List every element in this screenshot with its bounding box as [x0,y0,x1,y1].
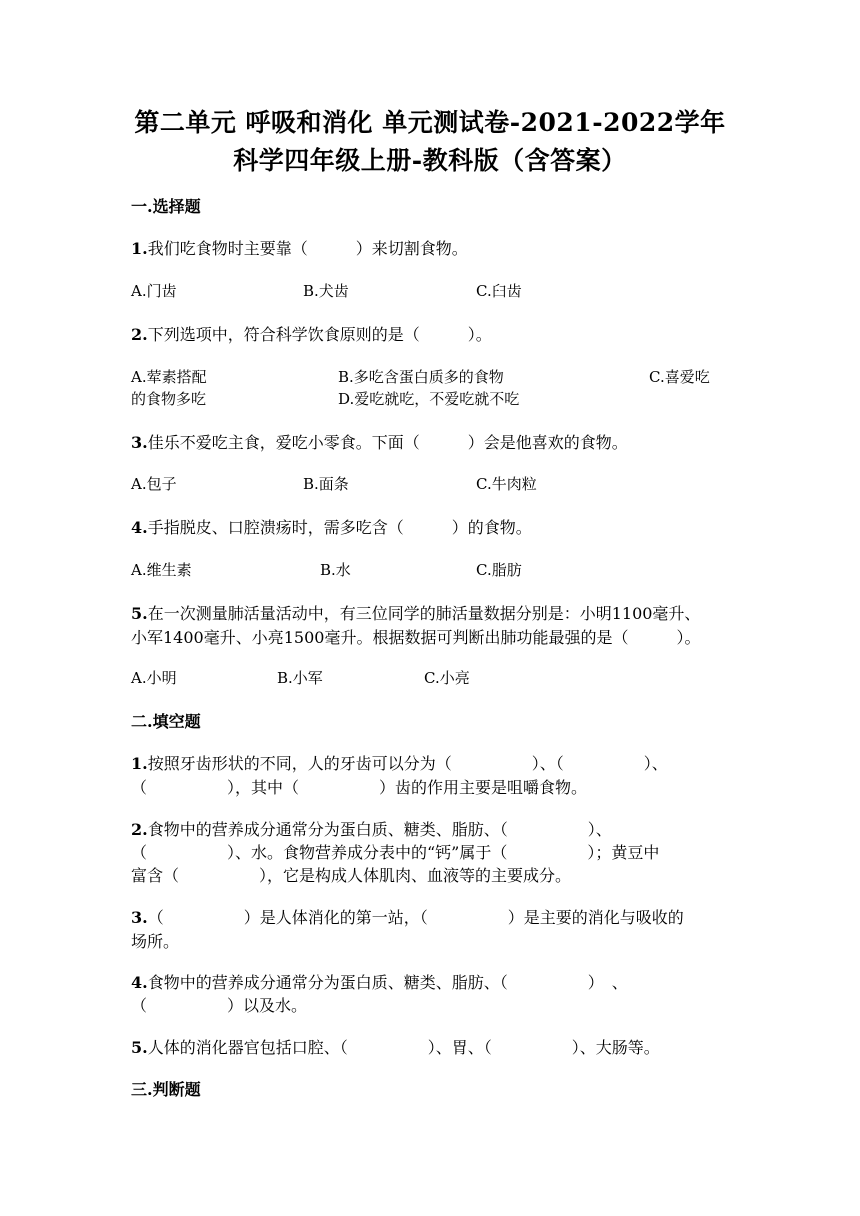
question-text-line-1: （ ）是人体消化的第一站，（ ）是主要的消化与吸收的 [147,908,684,927]
fill-question-1-line-2: （ ），其中（ ）齿的作用主要是咀嚼食物。 [131,778,588,797]
choice-q1-option-c: C.臼齿 [476,282,522,300]
choice-q1-option-b: B.犬齿 [303,282,349,300]
choice-q4-option-c: C.脂肪 [476,561,522,579]
choice-q3-option-b: B.面条 [303,475,349,493]
question-number: 4. [131,973,148,992]
choice-q2-option-a: A.荤素搭配 [131,368,207,386]
choice-q2-option-d: D.爱吃就吃，不爱吃就不吃 [338,390,520,408]
choice-question-5 [131,601,700,624]
question-text: 佳乐不爱吃主食，爱吃小零食。下面（ ）会是他喜欢的食物。 [147,433,628,452]
question-number: 2. [131,820,148,839]
question-number: 4. [131,518,148,537]
choice-question-5-line-2: 小军1400毫升、小亮1500毫升。根据数据可判断出肺功能最强的是（ ）。 [131,628,701,647]
question-number: 5. [131,1038,148,1057]
section-heading-fill: 二.填空题 [131,712,201,731]
choice-q3-option-a: A.包子 [131,475,177,493]
choice-q2-option-c: C.喜爱吃 [649,368,710,386]
choice-q4-option-b: B.水 [320,561,351,579]
fill-question-5 [131,1035,660,1058]
choice-question-3 [131,430,628,453]
choice-q1-option-a: A.门齿 [131,282,177,300]
fill-question-4 [131,970,628,993]
question-text: 下列选项中，符合科学饮食原则的是（ ）。 [147,325,492,344]
choice-q2-option-c-continued: 的食物多吃 [131,390,207,408]
fill-question-3 [131,905,684,928]
question-number: 3. [131,908,148,927]
question-text: 我们吃食物时主要靠（ ）来切割食物。 [147,239,468,258]
question-number: 1. [131,754,148,773]
fill-question-2-line-2: （ ）、水。食物营养成分表中的“钙”属于（ ）；黄豆中 [131,843,660,862]
question-number: 1. [131,239,148,258]
choice-question-2 [131,322,492,345]
choice-question-4 [131,515,532,538]
choice-question-1 [131,236,468,259]
question-text-line-1: 食物中的营养成分通常分为蛋白质、糖类、脂肪、（ ）、 [147,820,612,839]
fill-question-3-line-2: 场所。 [131,932,180,951]
question-text: 手指脱皮、口腔溃疡时，需多吃含（ ）的食物。 [147,518,532,537]
question-text-line-1: 在一次测量肺活量活动中，有三位同学的肺活量数据分别是：小明1100毫升、 [147,604,701,623]
fill-question-2-line-3: 富含（ ），它是构成人体肌肉、血液等的主要成分。 [131,866,572,885]
choice-q3-option-c: C.牛肉粒 [476,475,537,493]
document-title-line-2: 科学四年级上册-教科版（含答案） [233,146,627,175]
section-heading-choice: 一.选择题 [131,197,201,216]
fill-question-2 [131,817,612,840]
fill-question-4-line-2: （ ）以及水。 [131,996,308,1015]
question-number: 2. [131,325,148,344]
question-text-line-1: 食物中的营养成分通常分为蛋白质、糖类、脂肪、（ ） 、 [147,973,628,992]
choice-q5-option-c: C.小亮 [424,669,470,687]
section-heading-judge: 三.判断题 [131,1080,201,1099]
document-title-line-1: 第二单元 呼吸和消化 单元测试卷-2021-2022学年 [134,108,726,137]
choice-q5-option-a: A.小明 [131,669,177,687]
question-text: 人体的消化器官包括口腔、（ ）、胃、（ ）、大肠等。 [147,1038,660,1057]
question-text-line-1: 按照牙齿形状的不同，人的牙齿可以分为（ ）、（ ）、 [147,754,668,773]
question-number: 3. [131,433,148,452]
choice-q5-option-b: B.小军 [277,669,323,687]
choice-q2-option-b: B.多吃含蛋白质多的食物 [338,368,504,386]
choice-q4-option-a: A.维生素 [131,561,192,579]
fill-question-1 [131,751,668,774]
question-number: 5. [131,604,148,623]
